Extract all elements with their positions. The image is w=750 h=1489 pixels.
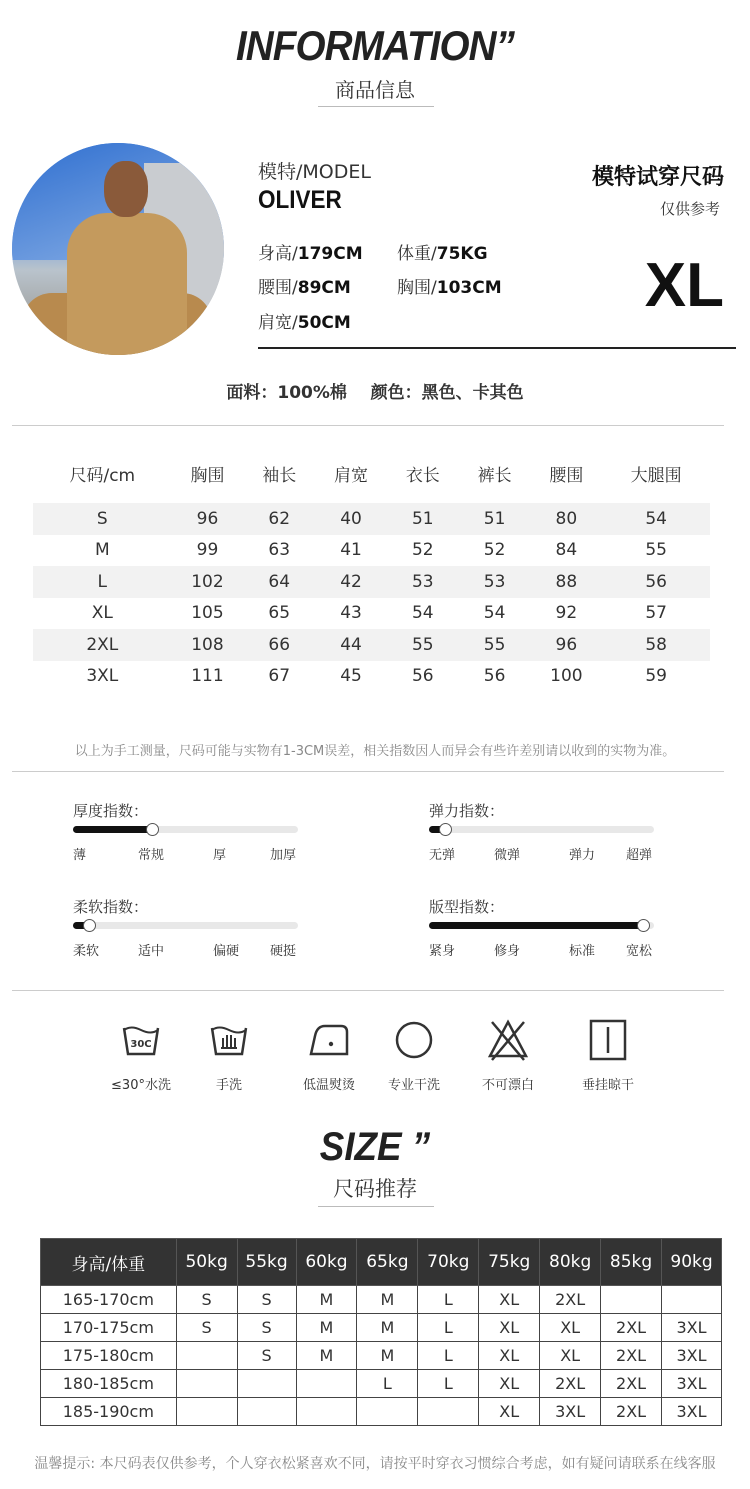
recommend-weight-header: 60kg xyxy=(296,1239,357,1286)
size-chart-cell: 66 xyxy=(243,629,315,661)
recommend-size-cell: 2XL xyxy=(601,1398,662,1426)
size-chart-cell: 53 xyxy=(459,566,531,598)
svg-text:30C: 30C xyxy=(130,1039,152,1050)
title-underline xyxy=(318,106,434,107)
recommend-size-cell: 2XL xyxy=(540,1370,601,1398)
index-tick-label: 微弹 xyxy=(494,848,521,863)
recommend-size-cell: XL xyxy=(540,1342,601,1370)
recommend-weight-header: 90kg xyxy=(662,1239,722,1286)
recommend-size-cell xyxy=(237,1398,296,1426)
model-name: OLIVER xyxy=(258,186,342,214)
low-iron-icon xyxy=(307,1020,351,1060)
size-chart-cell: 41 xyxy=(340,540,362,561)
size-chart-cell: 80 xyxy=(530,503,602,535)
recommend-row xyxy=(41,1370,722,1398)
size-chart-cell: 55 xyxy=(645,540,667,561)
index-tick-label: 硬挺 xyxy=(270,944,297,959)
size-chart-cell: 52 xyxy=(483,540,506,561)
model-shoulder: 肩宽/50CM xyxy=(258,313,351,333)
index-tick-label: 紧身 xyxy=(429,944,456,959)
size-chart-cell: 105 xyxy=(191,603,224,624)
size-chart-cell: 55 xyxy=(387,629,459,661)
recommend-size-cell: M xyxy=(357,1314,418,1342)
size-chart-cell: 3XL xyxy=(86,666,119,687)
recommend-size-cell: 3XL xyxy=(662,1398,722,1426)
index-tick-label: 薄 xyxy=(73,848,87,863)
care-no-bleach xyxy=(463,1018,553,1093)
size-chart-cell: 42 xyxy=(315,566,387,598)
recommend-size-cell: L xyxy=(418,1370,479,1398)
model-try-size: XL xyxy=(644,251,724,320)
recommend-size-cell xyxy=(601,1286,662,1314)
size-chart-cell: 111 xyxy=(191,666,224,687)
recommend-size-cell: 2XL xyxy=(601,1314,662,1342)
recommend-size-cell: 3XL xyxy=(662,1314,722,1342)
index-block xyxy=(73,896,298,966)
index-tick-label: 无弹 xyxy=(429,848,456,863)
index-label: 厚度指数： xyxy=(73,802,149,820)
recommend-weight-header: 55kg xyxy=(237,1239,296,1286)
recommend-size-cell: S xyxy=(176,1286,237,1314)
recommend-weight-header: 75kg xyxy=(479,1239,540,1286)
recommend-size-cell xyxy=(176,1342,237,1370)
size-chart-cell: 54 xyxy=(411,603,434,624)
care-low-iron xyxy=(284,1018,374,1093)
size-chart-table xyxy=(33,443,710,692)
size-chart-cell: 96 xyxy=(530,629,602,661)
recommend-size-cell: S xyxy=(237,1342,296,1370)
size-chart-row xyxy=(33,566,710,598)
recommend-size-cell: 2XL xyxy=(601,1342,662,1370)
index-tick-label: 弹力 xyxy=(569,848,596,863)
recommend-corner-cell: 身高/体重 xyxy=(41,1239,177,1286)
care-wash-30c xyxy=(96,1018,186,1093)
recommend-height-cell: 175-180cm xyxy=(41,1342,177,1370)
index-tick-label: 超弹 xyxy=(626,848,653,863)
index-tick-label: 修身 xyxy=(494,944,521,959)
size-chart-cell: 56 xyxy=(602,566,710,598)
recommend-size-cell xyxy=(418,1398,479,1426)
size-chart-cell: 59 xyxy=(645,666,667,687)
care-hang-dry-label: 垂挂晾干 xyxy=(581,1078,634,1093)
index-fill xyxy=(429,922,643,929)
care-no-bleach-label: 不可漂白 xyxy=(481,1078,534,1093)
recommend-size-cell: M xyxy=(357,1286,418,1314)
recommend-size-cell: XL xyxy=(479,1342,540,1370)
index-knob xyxy=(146,823,159,836)
size-chart-cell: 88 xyxy=(530,566,602,598)
dry-clean-icon xyxy=(394,1020,434,1060)
recommend-weight-header: 50kg xyxy=(176,1239,237,1286)
size-chart-row xyxy=(33,535,710,567)
model-chest: 胸围/103CM xyxy=(397,278,502,298)
size-chart-cell: 51 xyxy=(459,503,531,535)
size-chart-cell: 45 xyxy=(340,666,362,687)
recommend-size-cell: 3XL xyxy=(540,1398,601,1426)
size-chart-cell: 52 xyxy=(411,540,434,561)
recommend-height-cell: 165-170cm xyxy=(41,1286,177,1314)
recommend-height-cell: 185-190cm xyxy=(41,1398,177,1426)
size-title-underline xyxy=(318,1206,434,1207)
model-try-size-title: 模特试穿尺码 xyxy=(591,165,724,190)
recommend-size-cell xyxy=(176,1398,237,1426)
recommend-size-cell: XL xyxy=(540,1314,601,1342)
index-label: 柔软指数： xyxy=(73,898,149,916)
section-divider xyxy=(12,990,724,991)
size-chart-cell: 2XL xyxy=(33,629,172,661)
recommend-size-cell: S xyxy=(237,1286,296,1314)
model-label: 模特/MODEL xyxy=(258,161,371,183)
size-chart-cell: 92 xyxy=(555,603,578,624)
index-fill xyxy=(73,826,152,833)
index-tick-label: 宽松 xyxy=(626,944,653,959)
size-chart-cell: 40 xyxy=(315,503,387,535)
size-chart-cell: 99 xyxy=(196,540,219,561)
size-chart-header-cell: 裤长 xyxy=(477,465,512,486)
footer-tip: 温馨提示: 本尺码表仅供参考，个人穿衣松紧喜欢不同，请按平时穿衣习惯综合考虑，如有疑问请联系在线客服 xyxy=(34,1456,716,1472)
index-block xyxy=(429,800,654,870)
index-tick-label: 常规 xyxy=(138,848,165,863)
size-chart-cell: 55 xyxy=(459,629,531,661)
recommend-size-cell: 2XL xyxy=(540,1286,601,1314)
index-tick-label: 加厚 xyxy=(270,848,297,863)
recommend-size-cell: L xyxy=(418,1342,479,1370)
recommend-size-cell: 3XL xyxy=(662,1370,722,1398)
recommend-row xyxy=(41,1286,722,1314)
size-chart-cell: 44 xyxy=(315,629,387,661)
hand-wash-icon xyxy=(209,1020,249,1060)
recommend-size-cell: S xyxy=(237,1314,296,1342)
size-chart-cell: 57 xyxy=(645,603,667,624)
information-subtitle: 商品信息 xyxy=(335,78,415,102)
recommend-size-cell: L xyxy=(357,1370,418,1398)
hang-dry-icon xyxy=(588,1019,628,1061)
fabric-color-line: 面料：100%棉 颜色：黑色、卡其色 xyxy=(226,383,524,403)
size-chart-cell: S xyxy=(33,503,172,535)
size-chart-cell: 84 xyxy=(555,540,578,561)
index-tick-label: 适中 xyxy=(138,944,165,959)
recommend-size-cell: L xyxy=(418,1314,479,1342)
recommend-weight-header: 80kg xyxy=(540,1239,601,1286)
size-chart-cell: XL xyxy=(91,603,113,624)
index-tick-label: 柔软 xyxy=(73,944,100,959)
recommend-size-cell xyxy=(237,1370,296,1398)
size-chart-row xyxy=(33,503,710,535)
recommend-size-cell: 3XL xyxy=(662,1342,722,1370)
size-title: SIZE ” xyxy=(319,1125,431,1169)
care-hand-wash xyxy=(184,1018,274,1093)
size-chart-cell: 64 xyxy=(243,566,315,598)
size-chart-header-row xyxy=(33,443,710,503)
index-slider xyxy=(429,826,654,833)
size-chart-cell: 51 xyxy=(387,503,459,535)
recommend-size-cell: L xyxy=(418,1286,479,1314)
model-photo xyxy=(12,143,224,355)
recommend-size-cell: XL xyxy=(479,1370,540,1398)
size-chart-row xyxy=(33,629,710,661)
index-label: 弹力指数： xyxy=(429,802,505,820)
no-bleach-icon xyxy=(486,1018,530,1062)
size-chart-cell: 62 xyxy=(243,503,315,535)
recommend-row xyxy=(41,1398,722,1426)
index-slider xyxy=(73,922,298,929)
index-tick-label: 标准 xyxy=(569,944,596,959)
recommend-weight-header: 65kg xyxy=(357,1239,418,1286)
size-chart-cell: 43 xyxy=(340,603,362,624)
size-chart-header-cell: 胸围 xyxy=(190,465,225,486)
care-hang-dry xyxy=(563,1018,653,1093)
size-chart-cell: 56 xyxy=(483,666,506,687)
information-title: INFORMATION” xyxy=(235,22,515,69)
index-tick-label: 偏硬 xyxy=(213,944,240,959)
recommend-size-cell: XL xyxy=(479,1286,540,1314)
size-chart-cell: 108 xyxy=(172,629,244,661)
size-recommend-table xyxy=(40,1238,722,1426)
model-waist: 腰围/89CM xyxy=(258,278,351,298)
recommend-header-row xyxy=(41,1239,722,1286)
index-block xyxy=(429,896,654,966)
size-chart-row xyxy=(33,598,710,630)
recommend-size-cell xyxy=(296,1398,357,1426)
care-hand-wash-label: 手洗 xyxy=(215,1078,242,1093)
size-chart-cell: L xyxy=(33,566,172,598)
recommend-size-cell xyxy=(662,1286,722,1314)
size-chart-cell: 102 xyxy=(172,566,244,598)
size-chart-row xyxy=(33,661,710,693)
size-chart-header-cell: 衣长 xyxy=(405,465,440,486)
recommend-size-cell: 2XL xyxy=(601,1370,662,1398)
recommend-weight-header: 85kg xyxy=(601,1239,662,1286)
recommend-size-cell xyxy=(357,1398,418,1426)
index-knob xyxy=(637,919,650,932)
recommend-height-cell: 180-185cm xyxy=(41,1370,177,1398)
index-knob xyxy=(439,823,452,836)
model-divider xyxy=(258,347,736,349)
recommend-size-cell xyxy=(296,1370,357,1398)
recommend-row xyxy=(41,1342,722,1370)
recommend-size-cell: M xyxy=(296,1286,357,1314)
size-chart-cell: 65 xyxy=(268,603,291,624)
recommend-size-cell xyxy=(176,1370,237,1398)
care-wash-label: ≤30°水洗 xyxy=(111,1078,171,1093)
index-block xyxy=(73,800,298,870)
size-subtitle: 尺码推荐 xyxy=(333,1177,417,1201)
index-tick-label: 厚 xyxy=(213,848,227,863)
size-chart-cell: 53 xyxy=(387,566,459,598)
recommend-size-cell: M xyxy=(296,1342,357,1370)
recommend-size-cell: S xyxy=(176,1314,237,1342)
model-height: 身高/179CM xyxy=(258,244,363,264)
index-slider xyxy=(73,826,298,833)
size-chart-header-cell: 腰围 xyxy=(549,465,584,486)
recommend-size-cell: XL xyxy=(479,1398,540,1426)
size-chart-header-cell: 尺码/cm xyxy=(69,465,136,486)
size-chart-cell: 100 xyxy=(550,666,583,687)
recommend-size-cell: M xyxy=(296,1314,357,1342)
size-chart-cell: 56 xyxy=(411,666,434,687)
size-chart-header-cell: 大腿围 xyxy=(630,465,682,486)
section-divider xyxy=(12,771,724,772)
size-chart-cell: 54 xyxy=(483,603,506,624)
size-chart-cell: 54 xyxy=(602,503,710,535)
size-chart-cell: 63 xyxy=(268,540,291,561)
index-knob xyxy=(83,919,96,932)
section-divider xyxy=(12,425,724,426)
model-weight: 体重/75KG xyxy=(397,244,488,264)
size-chart-header-cell: 袖长 xyxy=(262,465,297,486)
index-slider xyxy=(429,922,654,929)
size-chart-cell: M xyxy=(94,540,110,561)
size-chart-cell: 96 xyxy=(172,503,244,535)
recommend-row xyxy=(41,1314,722,1342)
size-chart-header-cell: 肩宽 xyxy=(334,465,369,486)
recommend-size-cell: M xyxy=(357,1342,418,1370)
index-label: 版型指数： xyxy=(429,898,505,916)
model-try-size-note: 仅供参考 xyxy=(659,200,720,218)
recommend-height-cell: 170-175cm xyxy=(41,1314,177,1342)
care-dry-clean xyxy=(369,1018,459,1093)
care-low-iron-label: 低温熨烫 xyxy=(302,1078,355,1093)
recommend-size-cell: XL xyxy=(479,1314,540,1342)
wash-30c-icon xyxy=(121,1020,161,1060)
size-chart-cell: 58 xyxy=(602,629,710,661)
recommend-weight-header: 70kg xyxy=(418,1239,479,1286)
size-chart-cell: 67 xyxy=(268,666,291,687)
measurement-note: 以上为手工测量，尺码可能与实物有1-3CM误差，相关指数因人而异会有些许差别请以收到的实物为准。 xyxy=(74,744,676,759)
care-dry-clean-label: 专业干洗 xyxy=(387,1078,440,1093)
